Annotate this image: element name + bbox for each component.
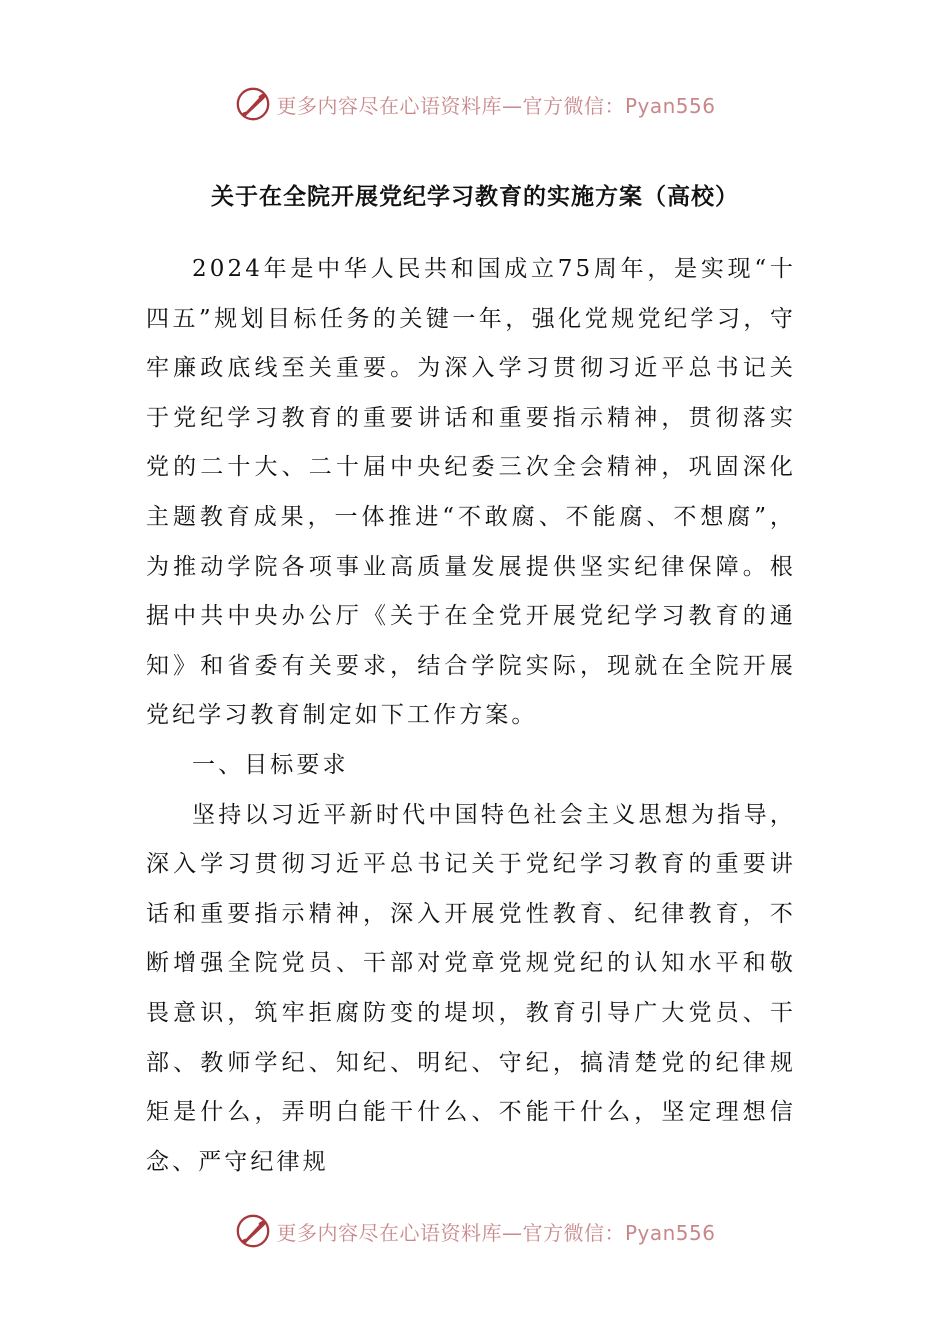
footer-watermark [0,1209,950,1253]
quill-pen-logo-icon [234,85,272,123]
header-watermark [0,82,950,126]
document-title: 关于在全院开展党纪学习教育的实施方案（高校） [211,184,739,210]
document-body [146,245,796,1187]
section-heading: 一、目标要求 [192,751,349,778]
quill-pen-logo-icon [234,1212,272,1250]
watermark-text: 更多内容尽在心语资料库—官方微信：Pyan556 [276,1220,716,1245]
body-paragraph: 坚持以习近平新时代中国特色社会主义思想为指导，深入学习贯彻习近平总书记关于党纪学习教育的重要讲话和重要指示精神，深入开展党性教育、纪律教育，不断增强全院党员、干部对党章党规党纪的认知水平和敬畏意识，筑牢拒腐防变的堤坝，教育引导广大党员、干部、教师学纪、知纪、明纪、守纪，搞清楚党的纪律规矩是什么，弄明白能干什么、不能干什么，坚定理想信念、严守纪律规 [146,801,796,1175]
watermark-text: 更多内容尽在心语资料库—官方微信：Pyan556 [276,93,716,118]
intro-paragraph: 2024年是中华人民共和国成立75周年，是实现“十四五”规划目标任务的关键一年，强化党规党纪学习，守牢廉政底线至关重要。为深入学习贯彻习近平总书记关于党纪学习教育的重要讲话和重要指示精神，贯彻落实党的二十大、二十届中央纪委三次全会精神，巩固深化主题教育成果，一体推进“不敢腐、不能腐、不想腐”，为推动学院各项事业高质量发展提供坚实纪律保障。根据中共中央办公厅《关于在全党开展党纪学习教育的通知》和省委有关要求，结合学院实际，现就在全院开展党纪学习教育制定如下工作方案。 [146,256,796,729]
